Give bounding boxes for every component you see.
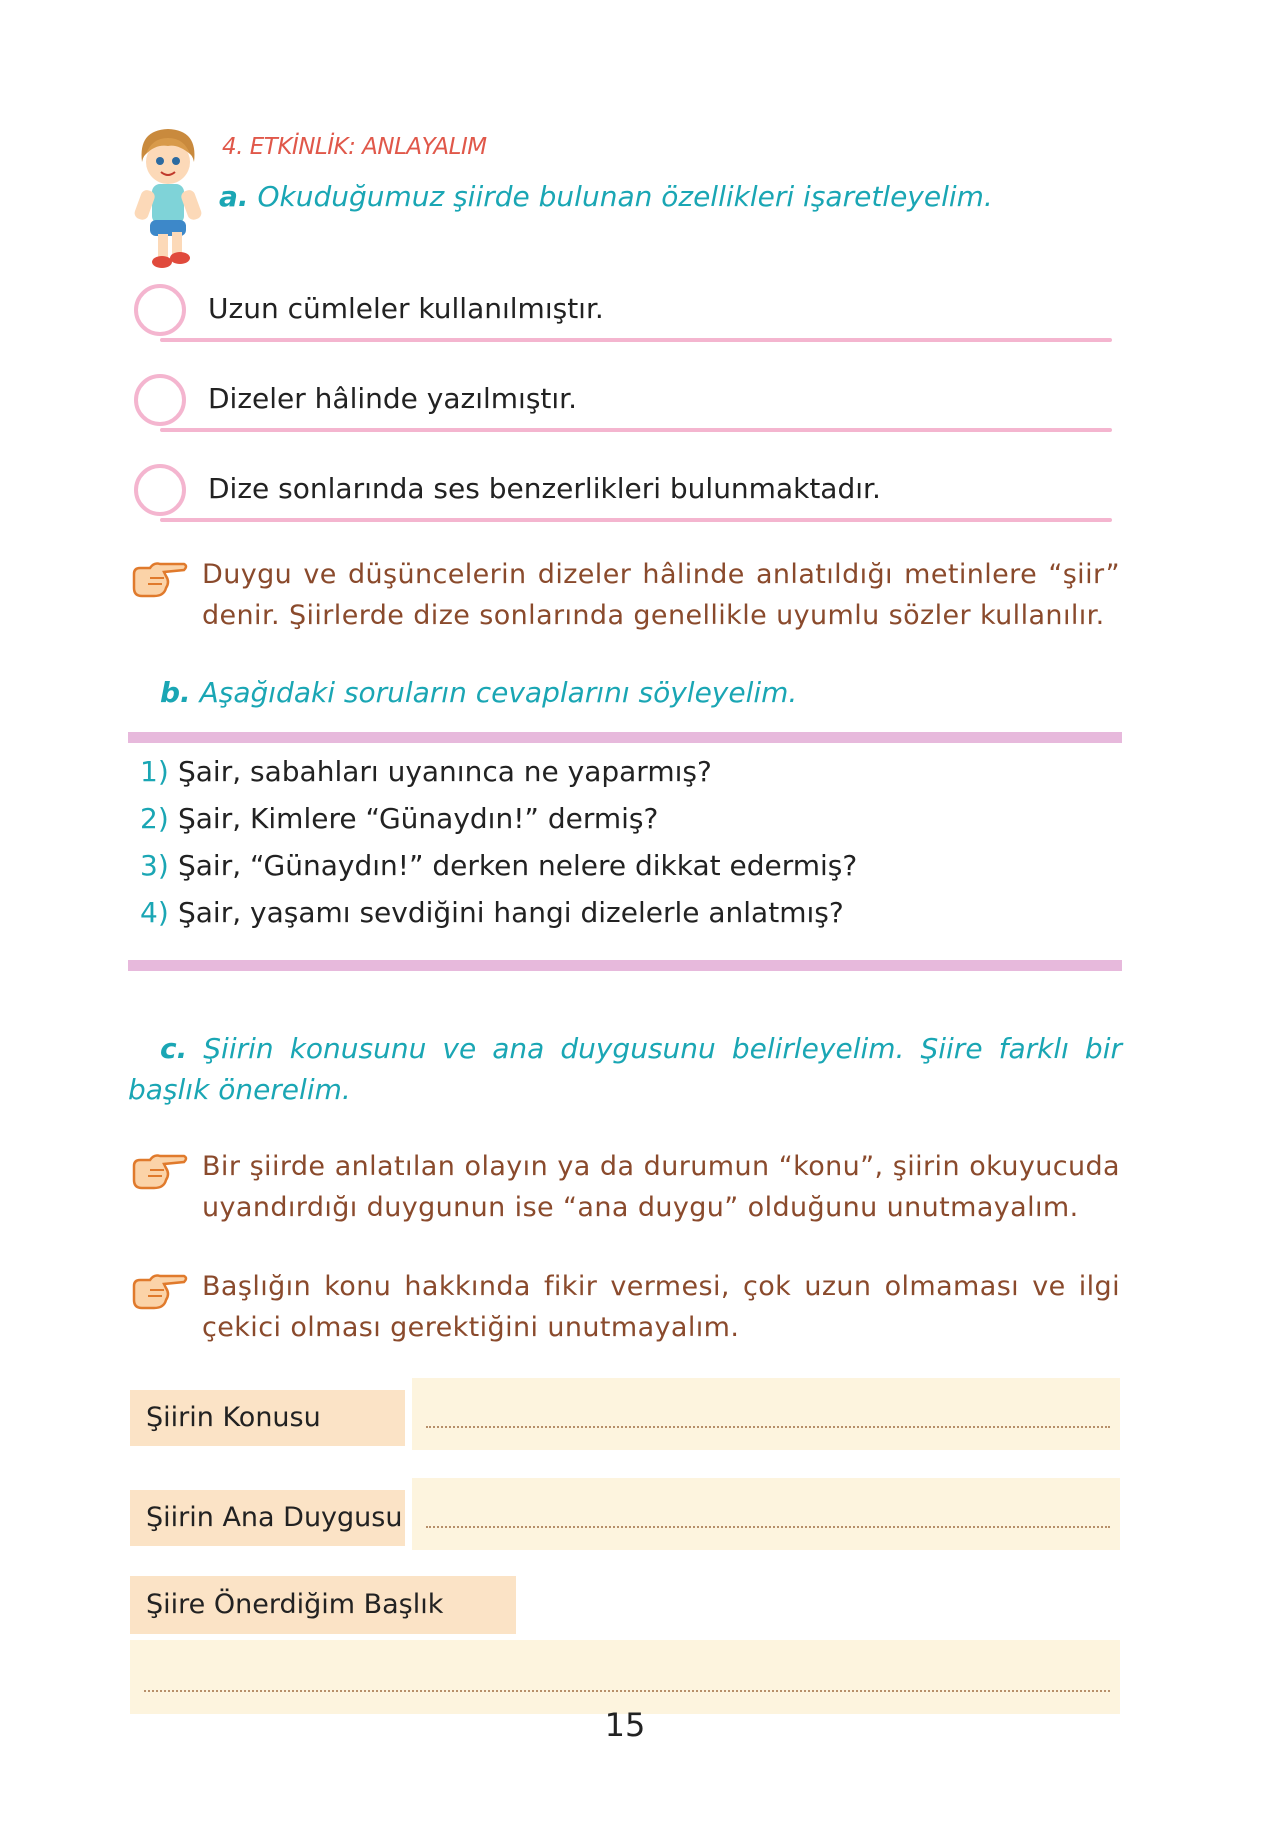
question-item-3 — [140, 849, 1120, 896]
checkbox-option-2[interactable] — [134, 366, 1112, 432]
checkbox-circle[interactable] — [134, 464, 186, 516]
checkbox-circle[interactable] — [134, 374, 186, 426]
child-character-icon — [128, 124, 208, 272]
option-label: Uzun cümleler kullanılmıştır. — [208, 292, 604, 325]
option-label: Dize sonlarında ses benzerlikleri bulunmaktadır. — [208, 472, 881, 505]
question-number: 4) — [140, 896, 169, 929]
main-emotion-label: Şiirin Ana Duygusu — [130, 1490, 405, 1546]
subject-label: Şiirin Konusu — [130, 1390, 405, 1446]
dotted-line — [426, 1426, 1110, 1428]
dotted-line — [426, 1526, 1110, 1528]
question-text: Şair, sabahları uyanınca ne yaparmış? — [178, 755, 712, 788]
divider-line — [160, 338, 1112, 342]
part-a-letter: a. — [219, 180, 249, 213]
checkbox-option-3[interactable] — [134, 456, 1112, 522]
divider-line — [160, 428, 1112, 432]
part-b-text: Aşağıdaki soruların cevaplarını söyleyelim. — [199, 676, 798, 709]
pointing-hand-icon — [130, 560, 188, 600]
pointing-hand-icon — [130, 1152, 188, 1192]
part-b-instruction — [160, 676, 797, 709]
note-text: Duygu ve düşüncelerin dizeler hâlinde anlatıldığı metinlere “şiir” denir. Şiirlerde dize sonlarında genellikle uyumlu sözler kullanılır. — [202, 559, 1120, 631]
part-c-instruction — [128, 1028, 1122, 1110]
note-text: Bir şiirde anlatılan olayın ya da durumun “konu”, şiirin okuyucuda uyandırdığı duygunun ise “ana duygu” olduğunu unutmayalım. — [202, 1151, 1120, 1223]
question-text: Şair, Kimlere “Günaydın!” dermiş? — [178, 802, 659, 835]
checkbox-option-1[interactable] — [134, 276, 1112, 342]
question-number: 1) — [140, 755, 169, 788]
part-a-text: Okuduğumuz şiirde bulunan özellikleri işaretleyelim. — [257, 180, 993, 213]
question-item-4 — [140, 896, 1120, 943]
question-list — [140, 755, 1120, 943]
checkbox-circle[interactable] — [134, 284, 186, 336]
part-c-letter: c. — [160, 1032, 188, 1065]
question-number: 2) — [140, 802, 169, 835]
part-c-text: Şiirin konusunu ve ana duygusunu belirleyelim. Şiire farklı bir başlık önerelim. — [128, 1032, 1122, 1106]
dotted-line — [144, 1690, 1110, 1692]
activity-title: 4. ETKİNLİK: ANLAYALIM — [222, 134, 487, 160]
page-number: 15 — [604, 1706, 646, 1744]
info-note-3 — [130, 1266, 1120, 1356]
question-text: Şair, “Günaydın!” derken nelere dikkat edermiş? — [178, 849, 858, 882]
option-label: Dizeler hâlinde yazılmıştır. — [208, 382, 578, 415]
section-bar-bottom — [128, 960, 1122, 971]
note-text: Başlığın konu hakkında fikir vermesi, çok uzun olmaması ve ilgi çekici olması gerektiğini unutmayalım. — [202, 1271, 1120, 1343]
main-emotion-input[interactable] — [412, 1478, 1120, 1550]
section-bar-top — [128, 732, 1122, 743]
subject-input[interactable] — [412, 1378, 1120, 1450]
divider-line — [160, 518, 1112, 522]
info-note-1 — [130, 554, 1120, 644]
part-b-letter: b. — [160, 676, 191, 709]
info-note-2 — [130, 1146, 1120, 1236]
question-item-2 — [140, 802, 1120, 849]
question-item-1 — [140, 755, 1120, 802]
pointing-hand-icon — [130, 1272, 188, 1312]
question-number: 3) — [140, 849, 169, 882]
suggested-title-input[interactable] — [130, 1640, 1120, 1714]
question-text: Şair, yaşamı sevdiğini hangi dizelerle anlatmış? — [178, 896, 844, 929]
suggested-title-label: Şiire Önerdiğim Başlık — [130, 1576, 516, 1634]
part-a-instruction — [219, 180, 993, 213]
